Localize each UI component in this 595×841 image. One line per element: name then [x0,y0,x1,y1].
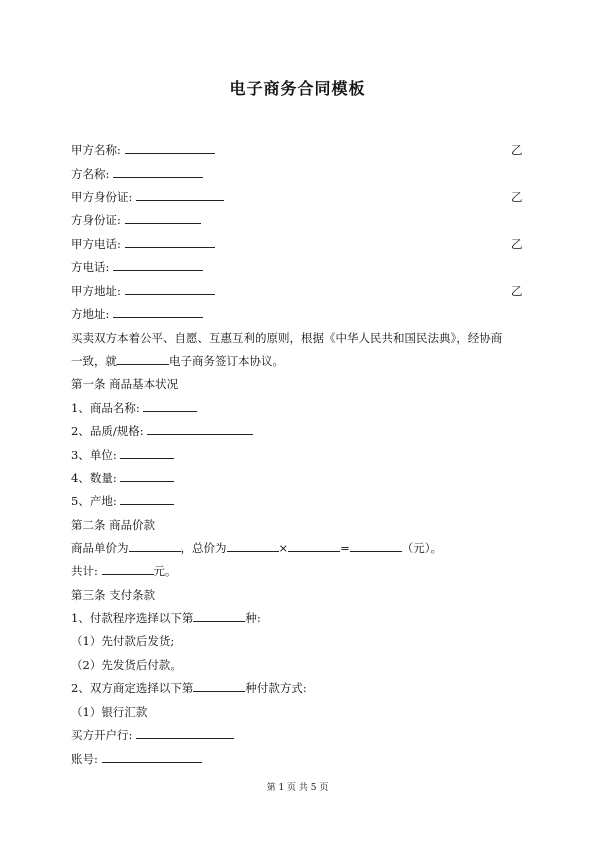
party-a-phone-line [71,237,215,251]
party-b-id-blank [125,213,201,224]
party-a-phone-label: 甲方电话: [71,237,121,251]
buyer-bank-label: 买方开户行: [71,728,133,742]
bank-transfer-option: （1）银行汇款 [71,705,148,719]
article-1-item [71,494,174,508]
party-b-prefix: 乙 [511,237,523,251]
equals-sign: = [340,541,350,555]
option-pay-first: （1）先付款后发货; [71,634,175,648]
unit-price-blank [129,541,181,552]
party-b-address-label: 方地址: [71,307,110,321]
party-a-name-label: 甲方名称: [71,143,121,157]
page-footer: 第 1 页 共 5 页 [266,783,329,793]
item-label: 2、品质/规格: [71,424,144,438]
subject-blank [117,354,169,365]
party-b-prefix: 乙 [511,284,523,298]
party-b-id-label: 方身份证: [71,213,121,227]
total-price-blank [350,541,402,552]
party-b-phone-line [71,260,203,274]
party-a-address-blank [125,284,215,295]
article-1-heading: 第一条 商品基本状况 [71,377,179,391]
article-1-item [71,401,197,415]
party-b-name-label: 方名称: [71,167,110,181]
price-blank [227,541,279,552]
payment-procedure-line [71,611,261,625]
item-label: 5、产地: [71,494,117,508]
item-blank [120,494,174,505]
procedure-text-a: 1、付款程序选择以下第 [71,611,194,625]
total-label: 共计: [71,564,98,578]
party-a-id-line [71,190,224,204]
party-b-phone-blank [113,260,203,271]
item-label: 1、商品名称: [71,401,140,415]
party-b-id-line [71,213,201,227]
item-blank [143,401,197,412]
procedure-choice-blank [193,611,245,622]
account-label: 账号: [71,752,98,766]
party-a-name-line [71,143,215,157]
intro-text-a: 一致，就 [71,354,117,368]
item-blank [147,424,253,435]
party-a-id-blank [136,190,224,201]
party-b-phone-label: 方电话: [71,260,110,274]
quantity-blank [288,541,340,552]
party-b-address-line [71,307,203,321]
multiply-sign: × [278,541,289,555]
item-label: 3、单位: [71,448,117,462]
total-unit: 元。 [153,564,177,578]
document-title: 电子商务合同模板 [229,79,366,98]
item-label: 4、数量: [71,471,117,485]
article-2-heading: 第二条 商品价款 [71,518,156,532]
article-1-item [71,424,253,438]
article-3-heading: 第三条 支付条款 [71,588,156,602]
account-line [71,752,202,766]
price-text-b: ，总价为 [180,541,227,555]
intro-paragraph-line-2 [71,354,284,368]
method-text-a: 2、双方商定选择以下第 [71,681,194,695]
intro-text-b: 电子商务签订本协议。 [169,354,284,368]
article-1-item [71,448,174,462]
procedure-text-b: 种: [245,611,261,625]
buyer-bank-blank [136,728,234,739]
party-b-prefix: 乙 [511,190,523,204]
party-b-name-blank [113,167,203,178]
party-b-prefix: 乙 [511,143,523,157]
party-a-name-blank [125,143,215,154]
party-a-id-label: 甲方身份证: [71,190,133,204]
item-blank [120,471,174,482]
option-ship-first: （2）先发货后付款。 [71,658,182,672]
method-choice-blank [193,681,245,692]
account-blank [102,752,202,763]
method-text-b: 种付款方式: [245,681,307,695]
buyer-bank-line [71,728,234,742]
total-line [71,564,177,578]
price-text-e: （元）。 [401,541,443,555]
total-blank [102,564,154,575]
payment-method-line [71,681,307,695]
price-line [71,541,442,555]
intro-paragraph-line-1: 买卖双方本着公平、自愿、互惠互利的原则，根据《中华人民共和国民法典》，经协商 [71,331,503,345]
party-a-phone-blank [125,237,215,248]
party-a-address-label: 甲方地址: [71,284,121,298]
price-text-a: 商品单价为 [71,541,129,555]
item-blank [120,448,174,459]
party-b-address-blank [113,307,203,318]
party-b-name-line [71,167,203,181]
article-1-item [71,471,174,485]
party-a-address-line [71,284,215,298]
